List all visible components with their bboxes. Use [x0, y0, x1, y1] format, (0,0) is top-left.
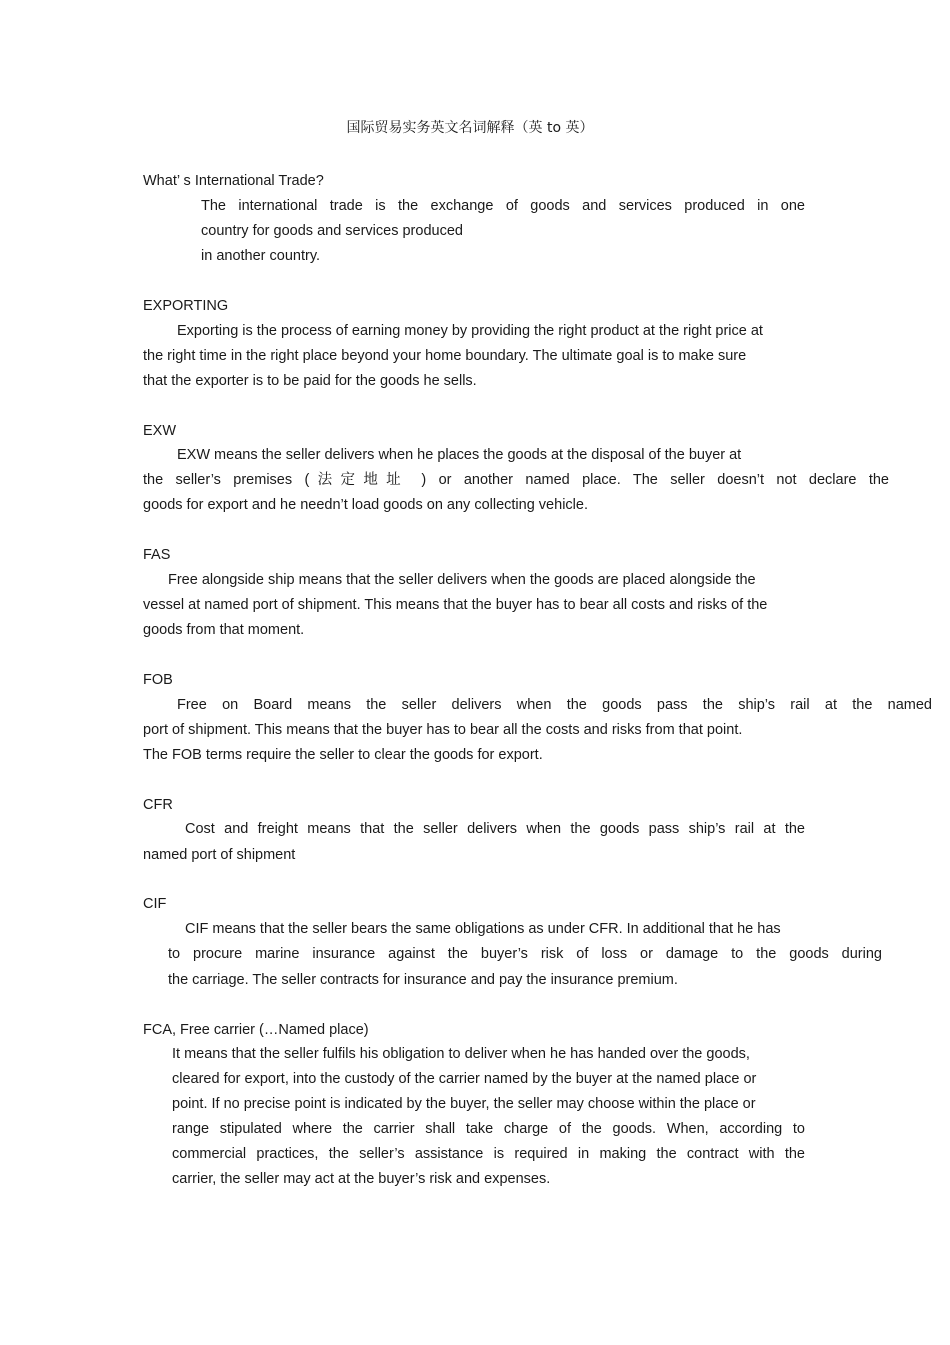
paragraph-line: goods for export and he needn’t load goods on any collecting vehicle.	[143, 497, 588, 513]
section-heading: What’ s International Trade?	[143, 173, 324, 189]
paragraph-line: commercial practices, the seller’s assistance is required in making the contract with the	[172, 1146, 805, 1162]
paragraph-line: to procure marine insurance against the buyer’s risk of loss or damage to the goods during	[168, 946, 882, 962]
paragraph-line: Free on Board means the seller delivers when the goods pass the ship’s rail at the named	[177, 697, 932, 713]
section-heading: EXW	[143, 423, 177, 439]
paragraph-line: the carriage. The seller contracts for insurance and pay the insurance premium.	[168, 972, 678, 988]
paragraph-line: that the exporter is to be paid for the goods he sells.	[143, 373, 477, 389]
paragraph-line: The FOB terms require the seller to clear the goods for export.	[143, 747, 543, 763]
paragraph-line: carrier, the seller may act at the buyer’s risk and expenses.	[172, 1171, 551, 1187]
paragraph-line: EXW means the seller delivers when he places the goods at the disposal of the buyer at	[177, 447, 742, 463]
paragraph-line: range stipulated where the carrier shall take charge of the goods. When, according to	[172, 1121, 805, 1137]
paragraph-line: named port of shipment	[143, 847, 296, 863]
section-heading: FCA, Free carrier (…Named place)	[143, 1022, 369, 1038]
section-heading: EXPORTING	[143, 298, 229, 314]
paragraph-line: in another country.	[201, 248, 321, 264]
section-heading: FAS	[143, 547, 171, 563]
paragraph-line: the right time in the right place beyond your home boundary. The ultimate goal is to make sure	[143, 348, 747, 364]
paragraph-line: CIF means that the seller bears the same obligations as under CFR. In additional that he has	[185, 921, 781, 937]
paragraph-line: cleared for export, into the custody of the carrier named by the buyer at the named place or	[172, 1071, 757, 1087]
paragraph-line: goods from that moment.	[143, 622, 305, 638]
paragraph-line: It means that the seller fulfils his obligation to deliver when he has handed over the goods,	[172, 1046, 750, 1062]
paragraph-line: vessel at named port of shipment. This means that the buyer has to bear all costs and risks of the	[143, 597, 768, 613]
paragraph-line: the seller’s premises (法定地址 ) or another named place. The seller doesn’t not declare the	[143, 472, 889, 488]
paragraph-line: Exporting is the process of earning money by providing the right product at the right price at	[177, 323, 763, 339]
paragraph-line: The international trade is the exchange of goods and services produced in one	[201, 198, 805, 214]
paragraph-line: Cost and freight means that the seller delivers when the goods pass ship’s rail at the	[185, 821, 805, 837]
section-heading: FOB	[143, 672, 173, 688]
paragraph-line: country for goods and services produced	[201, 223, 463, 239]
section-heading: CFR	[143, 797, 173, 813]
section-heading: CIF	[143, 896, 167, 912]
paragraph-line: point. If no precise point is indicated by the buyer, the seller may choose within the place or	[172, 1096, 756, 1112]
page-title: 国际贸易实务英文名词解释（英 to 英）	[346, 120, 594, 136]
paragraph-line: port of shipment. This means that the buyer has to bear all the costs and risks from that point.	[143, 722, 743, 738]
paragraph-line: Free alongside ship means that the seller delivers when the goods are placed alongside the	[168, 572, 756, 588]
